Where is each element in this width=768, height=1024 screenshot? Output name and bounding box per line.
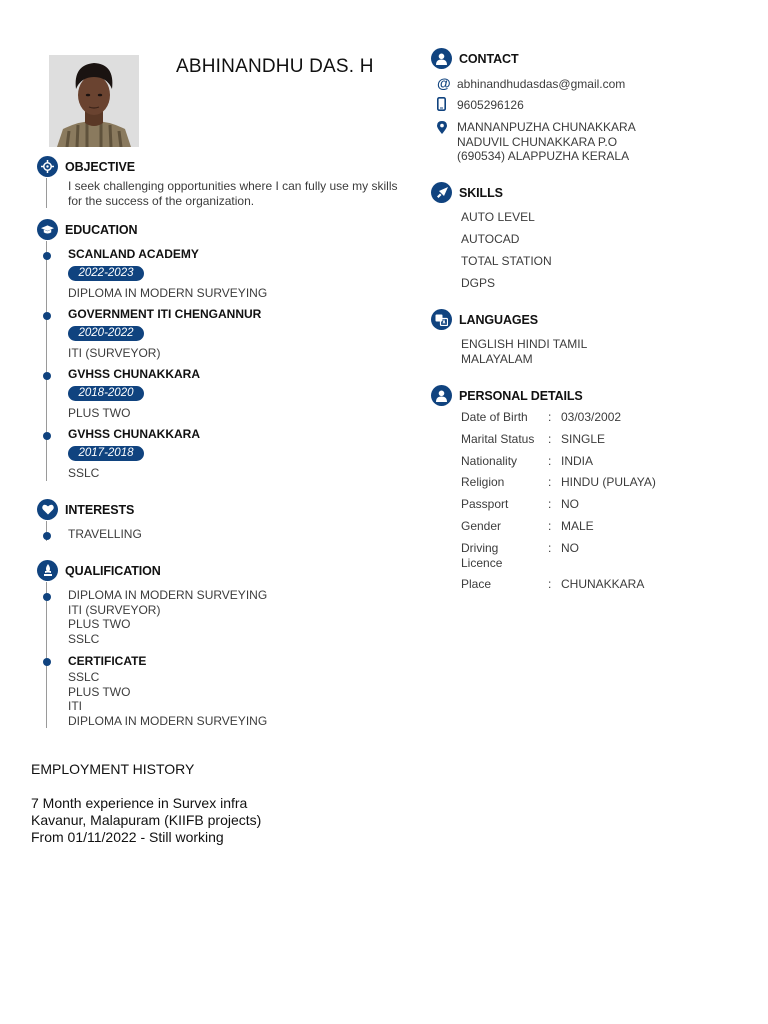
certificate-item-1: SSLC [68, 670, 100, 684]
detail-separator: : [548, 475, 552, 489]
languages-heading: LANGUAGES [459, 313, 538, 327]
education-years-1: 2022-2023 [68, 266, 144, 281]
detail-value: INDIA [561, 454, 594, 468]
detail-label: Nationality [461, 454, 518, 468]
education-years-3: 2018-2020 [68, 386, 144, 401]
detail-label: Date of Birth [461, 410, 528, 424]
employment-heading: EMPLOYMENT HISTORY [31, 761, 195, 777]
detail-value: MALE [561, 519, 594, 533]
graduation-cap-icon [37, 219, 58, 240]
crosshair-icon [37, 156, 58, 177]
phone-icon [437, 97, 446, 116]
objective-heading: OBJECTIVE [65, 160, 135, 174]
detail-separator: : [548, 497, 552, 511]
employment-line-2: Kavanur, Malapuram (KIIFB projects) [31, 812, 262, 828]
detail-label: Place [461, 577, 492, 591]
certificate-item-4: DIPLOMA IN MODERN SURVEYING [68, 713, 268, 728]
at-icon: @ [437, 75, 451, 91]
qualification-item-1: DIPLOMA IN MODERN SURVEYING [68, 588, 268, 602]
timeline-dot [43, 532, 51, 540]
detail-value: SINGLE [561, 432, 606, 446]
detail-value: NO [561, 541, 579, 555]
detail-separator: : [548, 577, 552, 591]
contact-address-3: (690534) ALAPPUZHA KERALA [457, 149, 630, 163]
personal-details-heading: PERSONAL DETAILS [459, 389, 583, 403]
objective-timeline [46, 178, 47, 208]
map-pin-icon [437, 121, 447, 139]
contact-address-2: NADUVIL CHUNAKKARA P.O [457, 134, 618, 149]
detail-label: Driving [461, 541, 499, 555]
timeline-dot [43, 658, 51, 666]
qualification-item-3: PLUS TWO [68, 617, 131, 631]
detail-separator: : [548, 454, 552, 468]
certificate-item-3: ITI [68, 699, 82, 713]
detail-label: Passport [461, 497, 509, 511]
education-school-4: GVHSS CHUNAKKARA [68, 427, 201, 441]
education-years-4: 2017-2018 [68, 446, 144, 461]
detail-separator: : [548, 541, 552, 555]
objective-line-2: for the success of the organization. [68, 193, 255, 208]
skill-item-3: TOTAL STATION [461, 254, 552, 268]
detail-value: 03/03/2002 [561, 410, 622, 424]
rocket-icon [431, 182, 452, 203]
education-course-2: ITI (SURVEYOR) [68, 346, 161, 360]
education-course-3: PLUS TWO [68, 406, 131, 420]
contact-phone[interactable]: 9605296126 [457, 98, 524, 112]
skill-item-2: AUTOCAD [461, 232, 520, 246]
qualification-timeline [46, 582, 47, 728]
certificate-item-2: PLUS TWO [68, 684, 131, 699]
detail-label-continued: Licence [461, 555, 503, 570]
objective-line-1: I seek challenging opportunities where I can fully use my skills [68, 179, 398, 193]
timeline-dot [43, 593, 51, 601]
skills-heading: SKILLS [459, 186, 503, 200]
employment-line-3: From 01/11/2022 - Still working [31, 829, 224, 845]
timeline-dot [43, 312, 51, 320]
user-icon [431, 48, 452, 69]
detail-value: NO [561, 497, 579, 511]
user-icon [431, 385, 452, 406]
interest-item: TRAVELLING [68, 527, 142, 541]
detail-label: Religion [461, 475, 505, 489]
education-course-1: DIPLOMA IN MODERN SURVEYING [68, 286, 268, 300]
education-heading: EDUCATION [65, 223, 138, 237]
qualification-item-4: SSLC [68, 631, 100, 646]
detail-separator: : [548, 519, 552, 533]
detail-value: HINDU (PULAYA) [561, 475, 656, 489]
detail-separator: : [548, 410, 552, 424]
skill-item-4: DGPS [461, 276, 496, 290]
translate-icon [431, 309, 452, 330]
award-icon [37, 560, 58, 581]
education-course-4: SSLC [68, 466, 100, 480]
detail-label: Gender [461, 519, 502, 533]
contact-email[interactable]: abhinandhudasdas@gmail.com [457, 77, 626, 91]
skill-item-1: AUTO LEVEL [461, 210, 535, 224]
interests-heading: INTERESTS [65, 503, 135, 517]
employment-line-1: 7 Month experience in Survex infra [31, 795, 248, 811]
education-years-2: 2020-2022 [68, 326, 144, 341]
timeline-dot [43, 432, 51, 440]
education-school-1: SCANLAND ACADEMY [68, 247, 199, 261]
detail-value: CHUNAKKARA [561, 577, 645, 591]
languages-line-1: ENGLISH HINDI TAMIL [461, 337, 588, 351]
education-school-3: GVHSS CHUNAKKARA [68, 367, 201, 381]
profile-photo [49, 55, 139, 147]
qualification-heading: QUALIFICATION [65, 564, 161, 578]
detail-label: Marital Status [461, 432, 535, 446]
candidate-name: ABHINANDHU DAS. H [176, 56, 374, 77]
education-timeline [46, 241, 47, 481]
detail-separator: : [548, 432, 552, 446]
heart-icon [37, 499, 58, 520]
contact-heading: CONTACT [459, 52, 519, 66]
contact-address-1: MANNANPUZHA CHUNAKKARA [457, 120, 636, 134]
timeline-dot [43, 372, 51, 380]
timeline-dot [43, 252, 51, 260]
languages-line-2: MALAYALAM [461, 351, 533, 366]
education-school-2: GOVERNMENT ITI CHENGANNUR [68, 307, 262, 321]
certificate-heading: CERTIFICATE [68, 654, 147, 668]
qualification-item-2: ITI (SURVEYOR) [68, 602, 161, 617]
